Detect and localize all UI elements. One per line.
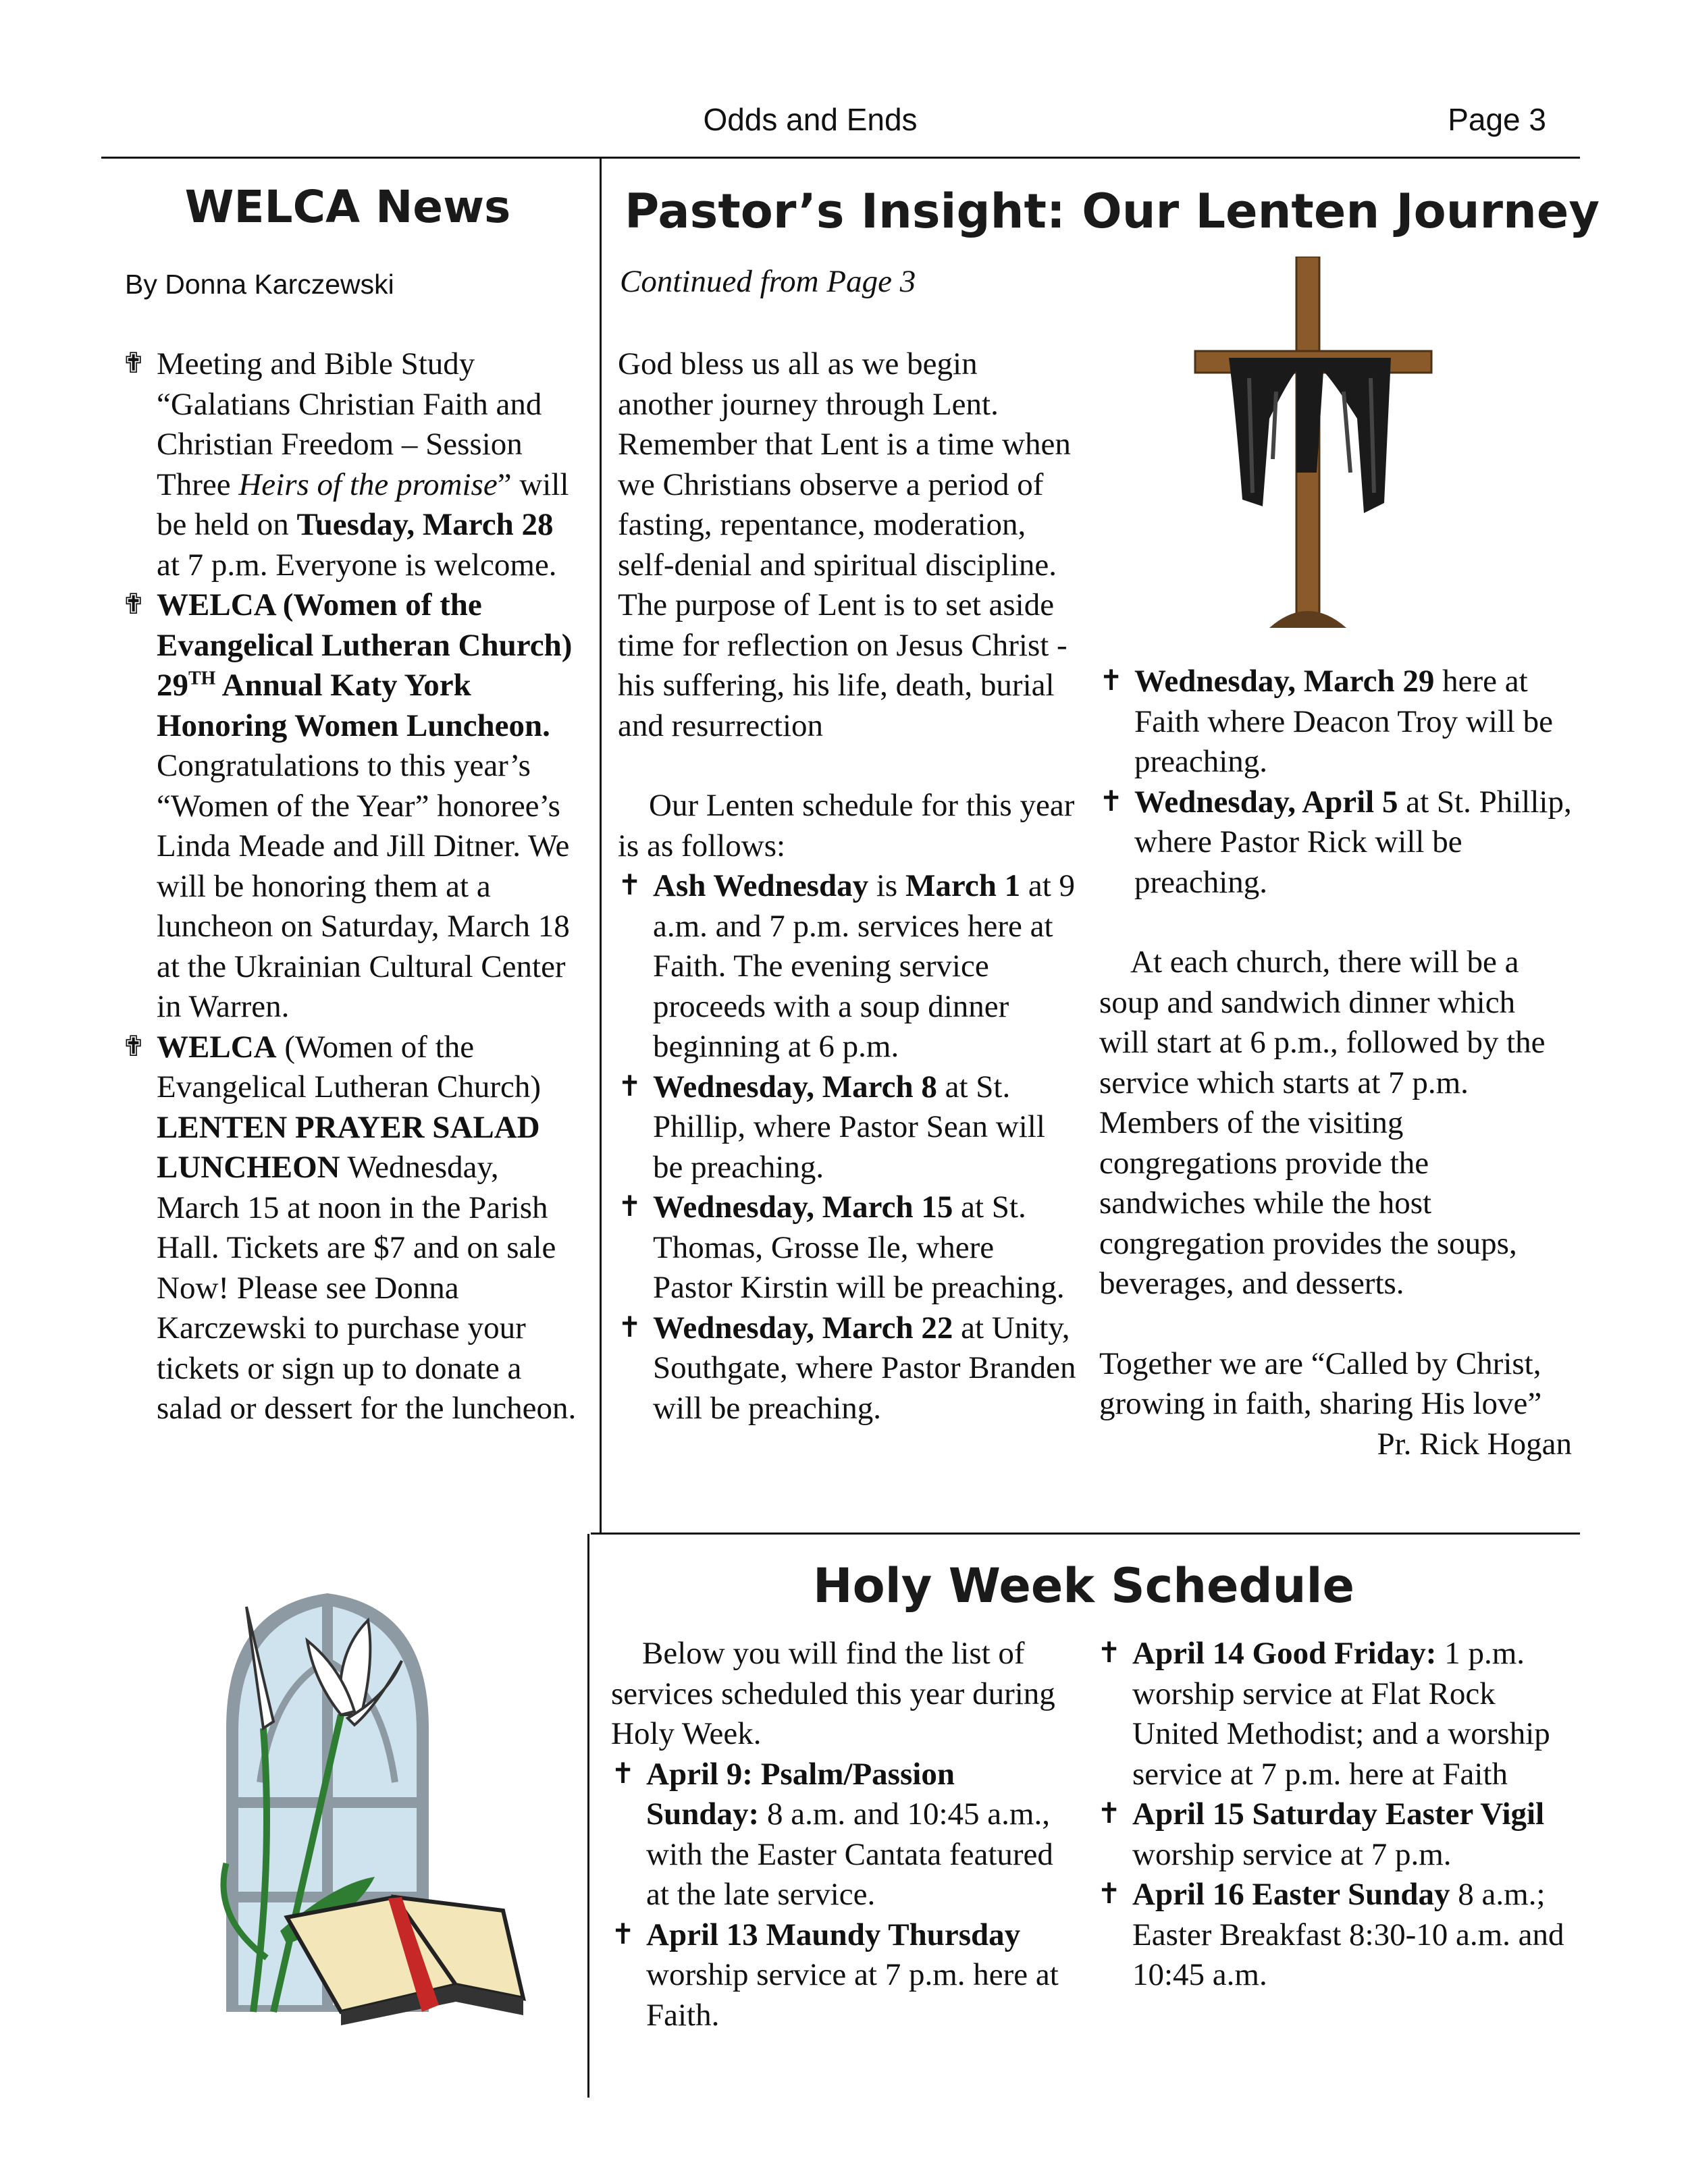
cross-bullet-icon: ✝ <box>1097 1879 1122 1910</box>
welca-item-luncheon: ✟ WELCA (Women of the Evangelical Lutheran Church) 29TH Annual Katy York Honoring Women Luncheon. Congratulations to this year’s “Women of the Year” honoree’s Linda Meade and Jill Ditner. We will be honoring them at a luncheon on Saturday, March 18 at the Ukrainian Cultural Center in Warren. <box>122 585 581 1028</box>
cross-bullet-icon: ✟ <box>122 1031 146 1063</box>
holy-week-item: ✝ April 16 Easter Sunday 8 a.m.; Easter Breakfast 8:30-10 a.m. and 10:45 a.m. <box>1097 1875 1570 1996</box>
schedule-item: ✝ Wednesday, March 22 at Unity, Southgate, where Pastor Branden will be preaching. <box>618 1308 1077 1429</box>
holy-week-column-1 <box>611 1634 1070 2035</box>
holy-week-rule <box>591 1533 1580 1535</box>
cross-bullet-icon: ✝ <box>618 1312 642 1343</box>
holy-week-item: ✝ April 14 Good Friday: 1 p.m. worship service at Flat Rock United Methodist; and a worship service at 7 p.m. here at Faith <box>1097 1634 1570 1794</box>
closing-paragraph: Together we are “Called by Christ, growing in faith, sharing His love” <box>1099 1346 1542 1421</box>
schedule-item: ✝ Wednesday, March 15 at St. Thomas, Grosse Ile, where Pastor Kirstin will be preaching. <box>618 1188 1077 1308</box>
continued-note: Continued from Page 3 <box>620 264 916 299</box>
holy-week-item: ✝ April 9: Psalm/Passion Sunday: 8 a.m. and 10:45 a.m., with the Easter Cantata featured at the late service. <box>611 1755 1070 1915</box>
pastor-column-2 <box>1099 662 1572 1464</box>
cross-bullet-icon: ✝ <box>611 1758 635 1790</box>
header-rule <box>101 157 1580 159</box>
dinner-paragraph: At each church, there will be a soup and sandwich dinner which will start at 6 p.m., followed by the service which starts at 7 p.m. Members of the visiting congregations provide the sandwiches while the host congregation provides the soups, beverages, and desserts. <box>1099 944 1546 1301</box>
cross-bullet-icon: ✝ <box>618 1071 642 1102</box>
cross-bullet-icon: ✝ <box>611 1919 635 1950</box>
holy-week-intro: Below you will find the list of services scheduled this year during Holy Week. <box>611 1636 1055 1751</box>
draped-cross-illustration <box>1188 257 1438 628</box>
cross-bullet-icon: ✝ <box>1097 1638 1122 1669</box>
left-column-divider-lower <box>587 1534 589 2098</box>
holy-week-title: Holy Week Schedule <box>813 1558 1354 1614</box>
holy-week-column-2 <box>1097 1634 1570 1996</box>
schedule-intro: Our Lenten schedule for this year is as follows: <box>618 788 1075 863</box>
pastor-intro: God bless us all as we begin another journey through Lent. Remember that Lent is a time when we Christians observe a period of fasting, repentance, moderation, self-denial and spiritual discipline. The purpose of Lent is to set aside time for reflection on Jesus Christ - his suffering, his life, death, burial and resurrection <box>618 346 1071 743</box>
header-title: Odds and Ends <box>703 102 918 137</box>
cross-bullet-icon: ✝ <box>1099 786 1124 818</box>
welca-item-bible-study: ✟ Meeting and Bible Study “Galatians Christian Faith and Christian Freedom – Session Three Heirs of the promise” will be held on Tuesday, March 28 at 7 p.m. Everyone is welcome. <box>122 344 581 585</box>
schedule-item: ✝ Wednesday, March 29 here at Faith where Deacon Troy will be preaching. <box>1099 662 1572 782</box>
welca-byline: By Donna Karczewski <box>125 269 394 300</box>
holy-week-item: ✝ April 13 Maundy Thursday worship service at 7 p.m. here at Faith. <box>611 1915 1070 2036</box>
cross-bullet-icon: ✝ <box>1099 666 1124 697</box>
left-column-divider <box>600 157 602 1534</box>
schedule-item: ✝ Wednesday, March 8 at St. Phillip, where Pastor Sean will be preaching. <box>618 1067 1077 1188</box>
schedule-item: ✝ Ash Wednesday is March 1 at 9 a.m. and 7 p.m. services here at Faith. The evening service proceeds with a soup dinner beginning at 6 p.m. <box>618 866 1077 1067</box>
welca-news-title: WELCA News <box>184 181 511 233</box>
cross-bullet-icon: ✟ <box>122 589 146 620</box>
cross-bullet-icon: ✝ <box>618 870 642 901</box>
easter-lily-bible-illustration <box>172 1580 537 2025</box>
pastor-insight-title: Pastor’s Insight: Our Lenten Journey <box>625 184 1600 239</box>
cross-bullet-icon: ✝ <box>618 1192 642 1223</box>
page-number: Page 3 <box>1448 102 1546 137</box>
holy-week-item: ✝ April 15 Saturday Easter Vigil worship service at 7 p.m. <box>1097 1794 1570 1875</box>
cross-bullet-icon: ✟ <box>122 348 146 379</box>
cross-bullet-icon: ✝ <box>1097 1799 1122 1830</box>
pastor-column-1 <box>618 344 1077 1429</box>
signature: Pr. Rick Hogan <box>1377 1426 1572 1462</box>
welca-list <box>122 344 581 1429</box>
schedule-item: ✝ Wednesday, April 5 at St. Phillip, where Pastor Rick will be preaching. <box>1099 782 1572 903</box>
welca-item-salad-luncheon: ✟ WELCA (Women of the Evangelical Lutheran Church) LENTEN PRAYER SALAD LUNCHEON Wednesday, March 15 at noon in the Parish Hall. Tickets are $7 and on sale Now! Please see Donna Karczewski to purchase your tickets or sign up to donate a salad or dessert for the luncheon. <box>122 1028 581 1429</box>
